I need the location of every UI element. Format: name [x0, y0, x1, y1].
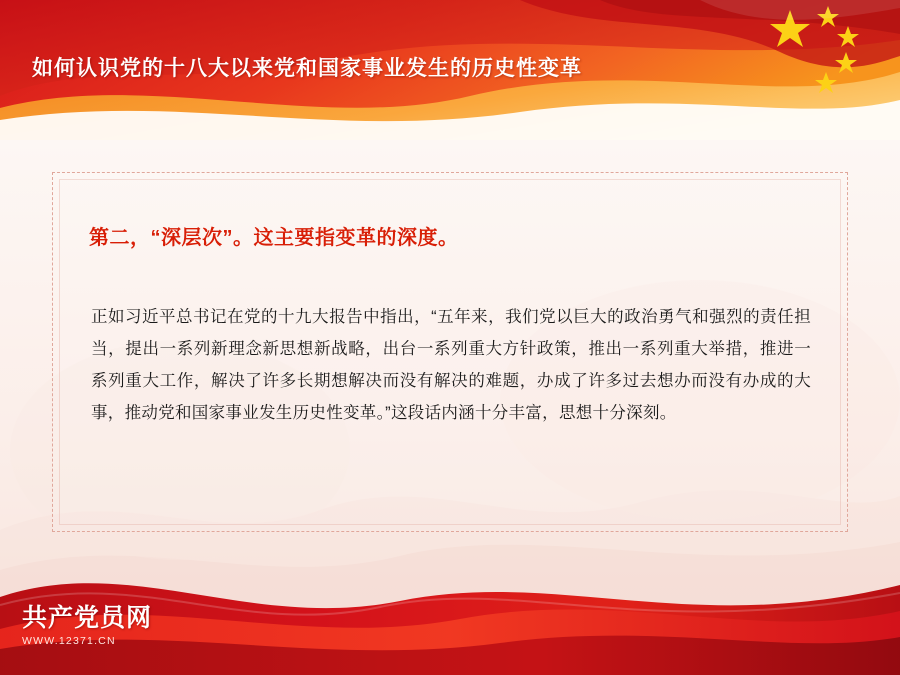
section-heading: 第二，“深层次”。这主要指变革的深度。: [89, 227, 459, 249]
page-title: 如何认识党的十八大以来党和国家事业发生的历史性变革: [32, 57, 582, 80]
site-logo-text: 共产党员网: [22, 604, 153, 632]
content-frame: [52, 172, 848, 532]
body-paragraph: 正如习近平总书记在党的十九大报告中指出，“五年来，我们党以巨大的政治勇气和强烈的责任担当，提出一系列新理念新思想新战略，出台一系列重大方针政策，推出一系列重大举措，推进一系列重大工作，解决了许多长期想解决而没有解决的难题，办成了许多过去想办而没有办成的大事，推动党和国家事业发生历史性变革。”这段话内涵十分丰富，思想十分深刻。: [91, 308, 811, 422]
site-logo[interactable]: [22, 605, 152, 647]
header-banner: [0, 0, 900, 140]
site-logo-url: WWW.12371.CN: [22, 635, 116, 647]
